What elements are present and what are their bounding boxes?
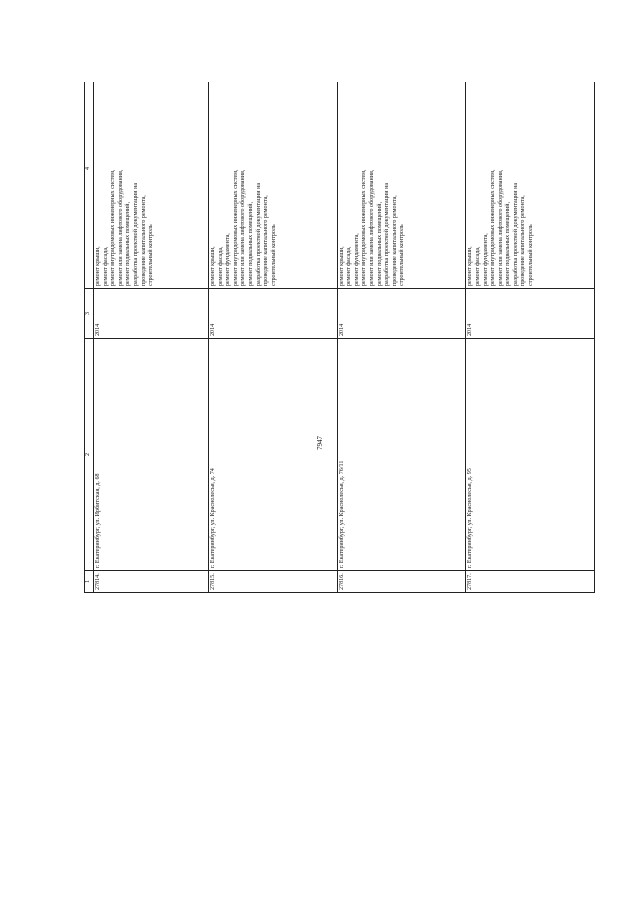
work-item: строительный контроль bbox=[528, 224, 535, 286]
work-item: ремонт подвальных помещений, bbox=[125, 201, 132, 286]
repair-schedule-table bbox=[84, 82, 595, 593]
work-item: строительный контроль bbox=[399, 224, 406, 286]
year-cell bbox=[466, 289, 595, 339]
address-cell: г. Екатеринбург, ул. Краснолесья, д. 74 bbox=[208, 339, 337, 571]
column-number-3: 3 bbox=[85, 289, 94, 339]
table-row bbox=[337, 82, 466, 593]
work-item: ремонт фасада, bbox=[217, 246, 224, 286]
work-item: ремонт или замена лифтового оборудования, bbox=[117, 169, 124, 286]
work-item: ремонт крыши, bbox=[95, 246, 101, 286]
header-row bbox=[85, 82, 94, 593]
work-item: ремонт крыши, bbox=[338, 246, 345, 286]
work-item: разработка проектной документации на bbox=[132, 182, 139, 286]
work-item: строительный контроль bbox=[148, 224, 155, 286]
table-row bbox=[466, 82, 595, 593]
year-value: 2014 bbox=[209, 323, 216, 336]
rotated-table-area bbox=[84, 82, 595, 856]
work-item: ремонт или замена лифтового оборудования, bbox=[240, 169, 247, 286]
year-value: 2014 bbox=[467, 323, 474, 336]
works-cell bbox=[466, 82, 595, 289]
work-item: ремонт внутридомовых инженерных систем, bbox=[232, 169, 239, 286]
work-item: ремонт подвальных помещений, bbox=[247, 201, 254, 286]
work-item: ремонт подвальных помещений, bbox=[505, 201, 512, 286]
row-number: 27814. bbox=[94, 571, 209, 593]
work-item: ремонт или замена лифтового оборудования, bbox=[369, 169, 376, 286]
row-number: 27816. bbox=[337, 571, 466, 593]
year-cell bbox=[337, 289, 466, 339]
address-cell: г. Екатеринбург, ул. Краснолесья, д. 95 bbox=[466, 339, 595, 571]
work-item: проведение капитального ремонта, bbox=[140, 195, 147, 286]
address-cell: г. Екатеринбург, ул. Ирбитская, д. 68 bbox=[94, 339, 209, 571]
work-item: ремонт фундамента, bbox=[353, 233, 360, 286]
work-item: ремонт внутридомовых инженерных систем, bbox=[490, 169, 497, 286]
work-item: проведение капитального ремонта, bbox=[263, 195, 270, 286]
work-item: ремонт внутридомовых инженерных систем, bbox=[110, 169, 117, 286]
table-sheet bbox=[84, 82, 595, 593]
work-item: ремонт внутридомовых инженерных систем, bbox=[361, 169, 368, 286]
work-item: строительный контроль bbox=[270, 224, 277, 286]
work-item: разработка проектной документации на bbox=[512, 182, 519, 286]
works-cell bbox=[337, 82, 466, 289]
page-number: 7947 bbox=[316, 436, 324, 450]
column-number-2: 2 bbox=[85, 339, 94, 571]
work-item: ремонт фундамента, bbox=[482, 233, 489, 286]
work-item: ремонт или замена лифтового оборудования, bbox=[497, 169, 504, 286]
year-value: 2014 bbox=[338, 323, 345, 336]
work-item: разработка проектной документации на bbox=[384, 182, 391, 286]
work-item: ремонт фасада, bbox=[102, 246, 109, 286]
year-value: 2014 bbox=[95, 323, 101, 336]
work-item: ремонт крыши, bbox=[467, 246, 474, 286]
row-number: 27817. bbox=[466, 571, 595, 593]
work-item: ремонт фасада, bbox=[346, 246, 353, 286]
work-item: разработка проектной документации на bbox=[255, 182, 262, 286]
row-number: 27815. bbox=[208, 571, 337, 593]
table-row bbox=[94, 82, 209, 593]
work-item: ремонт крыши, bbox=[209, 246, 216, 286]
column-number-4: 4 bbox=[85, 82, 94, 289]
year-cell bbox=[94, 289, 209, 339]
work-item: ремонт фасада, bbox=[474, 246, 481, 286]
work-item: проведение капитального ремонта, bbox=[391, 195, 398, 286]
works-cell bbox=[208, 82, 337, 289]
works-cell bbox=[94, 82, 209, 289]
year-cell bbox=[208, 289, 337, 339]
work-item: ремонт фундамента, bbox=[225, 233, 232, 286]
work-item: ремонт подвальных помещений, bbox=[376, 201, 383, 286]
table-row bbox=[208, 82, 337, 593]
work-item: проведение капитального ремонта, bbox=[520, 195, 527, 286]
address-cell: г. Екатеринбург, ул. Краснолесья, д. 76/11 bbox=[337, 339, 466, 571]
column-number-1: 1 bbox=[85, 571, 94, 593]
